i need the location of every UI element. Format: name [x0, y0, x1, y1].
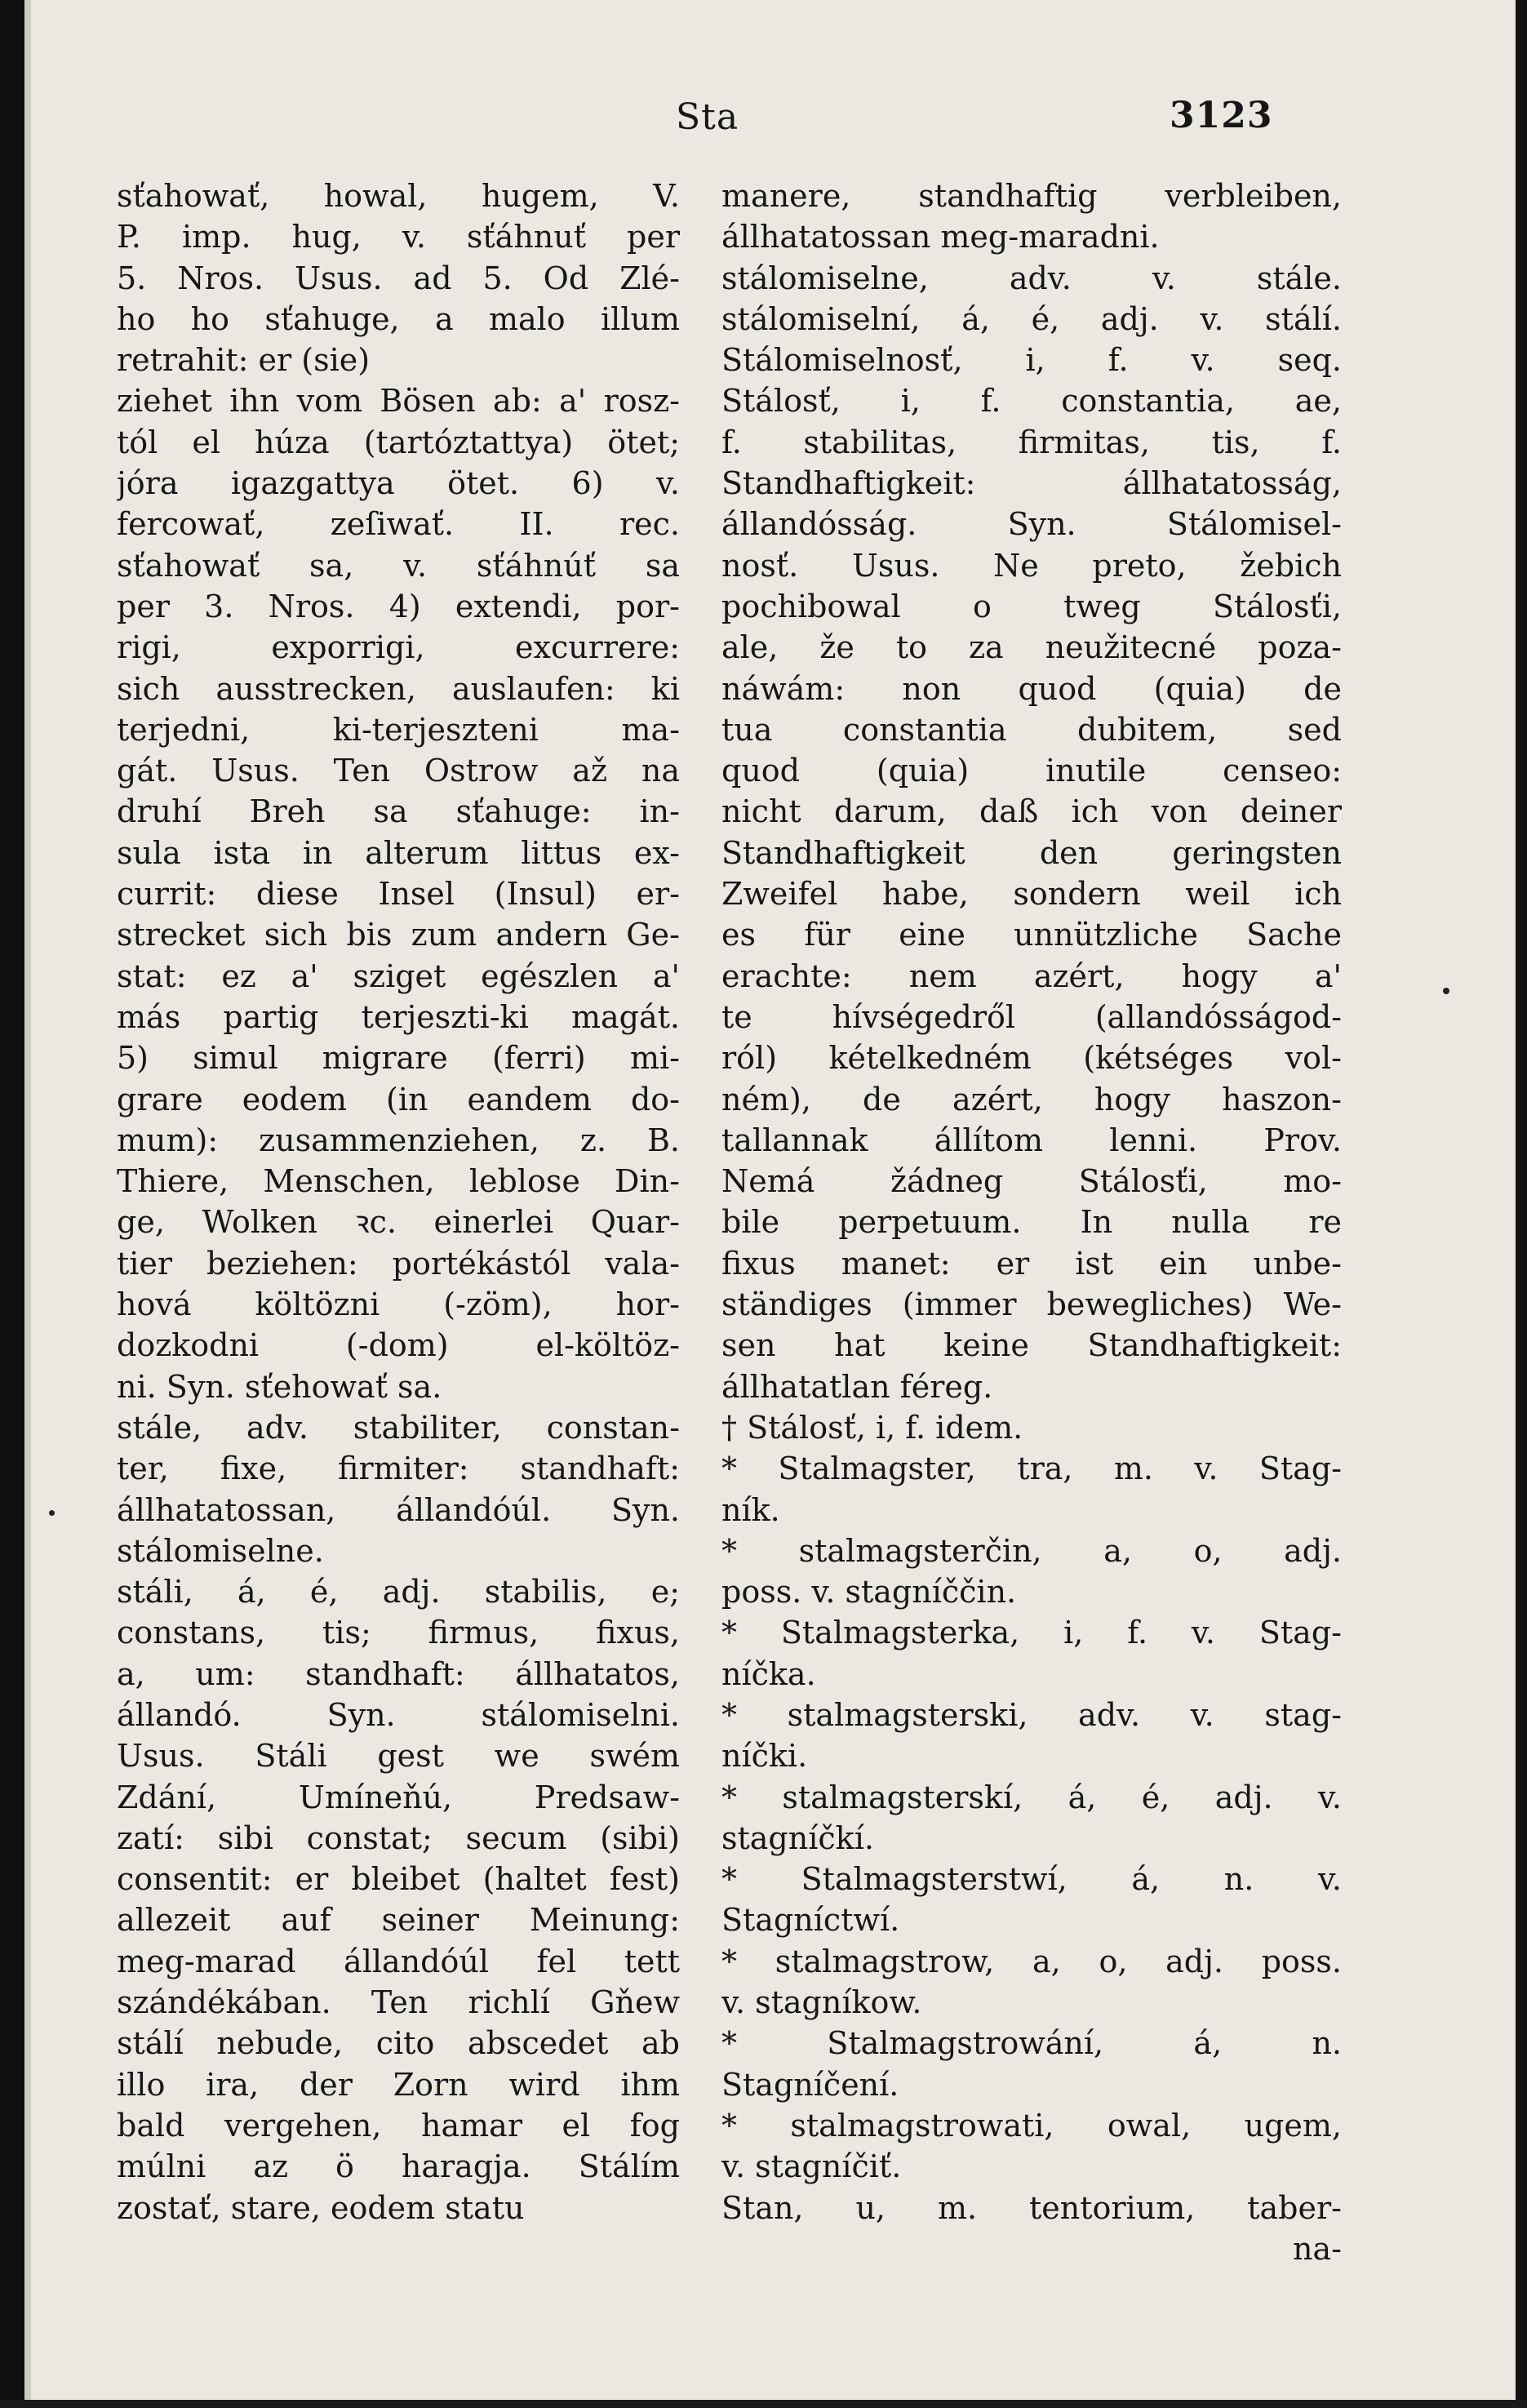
text-line: illo ira, der Zorn wird ihm [117, 2066, 680, 2103]
text-line: ge, Wolken ꝛc. einerlei Quar- [117, 1204, 680, 1241]
text-line: Stan, u, m. tentorium, taber- [721, 2189, 1342, 2226]
text-line: meg-marad állandóúl fel tett [117, 1943, 680, 1979]
scan-speck [1443, 988, 1449, 994]
text-line: stálomiselní, á, é, adj. v. stálí. [721, 300, 1342, 337]
text-line: bald vergehen, hamar el fog [117, 2107, 680, 2144]
text-line: pochibowal o tweg Stálosťi, [721, 588, 1342, 624]
text-line: * stalmagsterčin, a, o, adj. [721, 1532, 1342, 1569]
text-line: jóra igazgattya ötet. 6) v. [117, 465, 680, 502]
text-line: ról) kételkedném (kétséges vol- [721, 1040, 1342, 1077]
text-line: szándékában. Ten richlí Gňew [117, 1984, 680, 2021]
text-line: druhí Breh sa sťahuge: in- [117, 793, 680, 830]
text-line: quod (quia) inutile censeo: [721, 753, 1342, 789]
scan-right-border [1516, 0, 1527, 2408]
text-line: * Stalmagsterstwí, á, n. v. [721, 1861, 1342, 1898]
text-line: stáli, á, é, adj. stabilis, e; [117, 1574, 680, 1611]
text-line: ho ho sťahuge, a malo illum [117, 300, 680, 337]
text-line: v. stagníčiť. [721, 2148, 902, 2185]
text-line: retrahit: er (sie) [117, 342, 371, 379]
text-line: a, um: standhaft: állhatatos, [117, 1655, 680, 1692]
text-line: strecket sich bis zum andern Ge- [117, 917, 680, 953]
text-line: állhatatlan féreg. [721, 1368, 993, 1405]
text-line: Stálomiselnosť, i, f. v. seq. [721, 342, 1342, 379]
text-line: grare eodem (in eandem do- [117, 1081, 680, 1117]
text-line: Zdání, Umíneňú, Predsaw- [117, 1779, 680, 1815]
text-line: tua constantia dubitem, sed [721, 711, 1342, 748]
text-line: Stagníctwí. [721, 1902, 900, 1939]
text-line: ter, fixe, firmiter: standhaft: [117, 1451, 680, 1487]
text-line: † Stálosť, i, f. idem. [721, 1409, 1023, 1446]
text-line: * Stalmagster, tra, m. v. Stag- [721, 1451, 1342, 1487]
text-line: níčka. [721, 1655, 816, 1692]
text-line: * Stalmagsterka, i, f. v. Stag- [721, 1615, 1342, 1651]
text-line: allezeit auf seiner Meinung: [117, 1902, 680, 1939]
scan-left-border [0, 0, 24, 2408]
left-column [117, 175, 680, 2228]
dictionary-page [31, 0, 1516, 2400]
text-line: stálomiselne. [117, 1532, 324, 1569]
text-line: Nemá žádneg Stálosťi, mo- [721, 1163, 1342, 1200]
text-line: tallannak állítom lenni. Prov. [721, 1122, 1342, 1158]
text-line: ník. [721, 1491, 780, 1528]
text-line: tier beziehen: portékástól vala- [117, 1245, 680, 1282]
text-line: sula ista in alterum littus ex- [117, 834, 680, 871]
text-line: * stalmagstrowati, owal, ugem, [721, 2107, 1342, 2144]
text-line: mum): zusammenziehen, z. B. [117, 1122, 680, 1158]
text-line: Thiere, Menschen, leblose Din- [117, 1163, 680, 1200]
text-line: per 3. Nros. 4) extendi, por- [117, 588, 680, 624]
text-line: nosť. Usus. Ne preto, žebich [721, 547, 1342, 584]
text-line: sen hat keine Standhaftigkeit: [721, 1327, 1342, 1364]
text-line: f. stabilitas, firmitas, tis, f. [721, 424, 1342, 460]
text-line: Standhaftigkeit den geringsten [721, 834, 1342, 871]
text-line: constans, tis; firmus, fixus, [117, 1615, 680, 1651]
text-line: fercowať, zeſiwať. II. rec. [117, 506, 680, 543]
text-line: * stalmagsterskí, á, é, adj. v. [721, 1779, 1342, 1815]
text-line: níčki. [721, 1738, 808, 1775]
text-line: állhatatossan meg-maradni. [721, 219, 1160, 255]
text-line: náwám: non quod (quia) de [721, 670, 1342, 707]
text-line: stálí nebude, cito abscedet ab [117, 2025, 680, 2062]
text-line: erachte: nem azért, hogy a' [721, 957, 1342, 994]
text-line: P. imp. hug, v. sťáhnuť per [117, 219, 680, 255]
text-line: Usus. Stáli gest we swém [117, 1738, 680, 1775]
text-line: currit: diese Insel (Insul) er- [117, 876, 680, 913]
text-line: stále, adv. stabiliter, constan- [117, 1409, 680, 1446]
text-line: dozkodni (-dom) el-költöz- [117, 1327, 680, 1364]
text-line: Stálosť, i, f. constantia, ae, [721, 383, 1342, 420]
text-line: múlni az ö haragja. Stálím [117, 2148, 680, 2185]
text-line: zostať, stare, eodem statu [117, 2189, 525, 2226]
text-line: te hívségedről (allandósságod- [721, 998, 1342, 1035]
text-line: poss. v. stagníččin. [721, 1574, 1017, 1611]
text-line: Zweifel habe, sondern weil ich [721, 876, 1342, 913]
text-line: bile perpetuum. In nulla re [721, 1204, 1342, 1241]
text-line: 5. Nros. Usus. ad 5. Od Zlé- [117, 260, 680, 296]
text-line: manere, standhaftig verbleiben, [721, 178, 1342, 214]
text-line: ale, že to za neužitecné poza- [721, 629, 1342, 666]
text-line: terjedni, ki-terjeszteni ma- [117, 711, 680, 748]
text-line: stagníčkí. [721, 1819, 874, 1856]
text-line: tól el húza (tartóztattya) ötet; [117, 424, 680, 460]
text-line: stat: ez a' sziget egészlen a' [117, 957, 680, 994]
text-line: ziehet ihn vom Bösen ab: a' rosz- [117, 383, 680, 420]
text-line: zatí: sibi constat; secum (sibi) [117, 1819, 680, 1856]
text-line: sťahowať sa, v. sťáhnúť sa [117, 547, 680, 584]
text-line: * stalmagstrow, a, o, adj. poss. [721, 1943, 1342, 1979]
text-line: fixus manet: er ist ein unbe- [721, 1245, 1342, 1282]
text-line: gát. Usus. Ten Ostrow až na [117, 753, 680, 789]
text-line: ständiges (immer bewegliches) We- [721, 1286, 1342, 1323]
text-line: * stalmagsterski, adv. v. stag- [721, 1696, 1342, 1733]
text-line: na- [1293, 2230, 1342, 2267]
scan-bottom-border [0, 2400, 1527, 2408]
text-line: ni. Syn. sťehowať sa. [117, 1368, 442, 1405]
running-head: Sta [676, 96, 739, 138]
text-line: állandósság. Syn. Stálomisel- [721, 506, 1342, 543]
text-line: es für eine unnützliche Sache [721, 917, 1342, 953]
text-line: állandó. Syn. stálomiselni. [117, 1696, 680, 1733]
right-column [721, 175, 1342, 2269]
text-line: sťahowať, howal, hugem, V. [117, 178, 680, 214]
text-line: ném), de azért, hogy haszon- [721, 1081, 1342, 1117]
text-line: rigi, exporrigi, excurrere: [117, 629, 680, 666]
page-number: 3123 [1170, 95, 1273, 136]
text-line: consentit: er bleibet (haltet fest) [117, 1861, 680, 1898]
text-line: * Stalmagstrowání, á, n. [721, 2025, 1342, 2062]
text-line: 5) simul migrare (ferri) mi- [117, 1040, 680, 1077]
text-line: v. stagníkow. [721, 1984, 922, 2021]
text-line: nicht darum, daß ich von deiner [721, 793, 1342, 830]
text-line: stálomiselne, adv. v. stále. [721, 260, 1342, 296]
scan-speck [49, 1510, 55, 1516]
text-line: sich ausstrecken, auslaufen: ki [117, 670, 680, 707]
text-line: hová költözni (-zöm), hor- [117, 1286, 680, 1323]
text-line: állhatatossan, állandóúl. Syn. [117, 1491, 680, 1528]
text-line: Standhaftigkeit: állhatatosság, [721, 465, 1342, 502]
text-line: más partig terjeszti-ki magát. [117, 998, 680, 1035]
text-line: Stagníčení. [721, 2066, 899, 2103]
